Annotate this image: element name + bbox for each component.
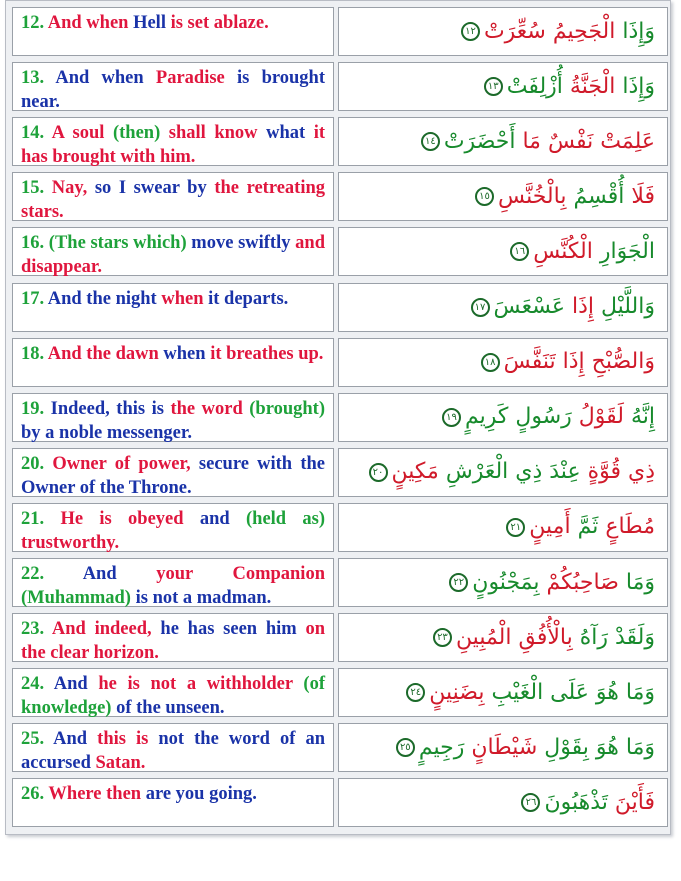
verse-row (12, 172, 668, 221)
arabic-word: نَفْسٌ (540, 128, 594, 154)
verse-row (12, 393, 668, 442)
translation-segment: a withholder (186, 674, 304, 695)
arabic-word: أُقْسِمُ (566, 183, 625, 209)
translation-segment: Where then (48, 784, 146, 805)
arabic-cell (338, 227, 668, 276)
arabic-word: عَلِمَتْ (593, 128, 655, 154)
translation-segment: trustworthy. (21, 532, 120, 553)
verse-row (12, 338, 668, 387)
arabic-word: ذِي قُوَّةٍ (580, 459, 655, 485)
ayah-number-icon: ١٥ (475, 187, 494, 206)
arabic-verse (475, 183, 655, 211)
verse-table (5, 0, 671, 835)
translation-segment: secure with the Owner of the Throne. (21, 453, 326, 498)
translation-segment: by a noble messenger. (21, 422, 192, 443)
english-translation (21, 617, 325, 665)
ayah-number-icon: ١٢ (461, 22, 480, 41)
arabic-word: وَمَا هُوَ (588, 679, 655, 705)
english-cell (12, 558, 334, 607)
translation-segment: (The stars which) (48, 233, 192, 254)
english-translation (21, 231, 325, 279)
translation-segment: (held as) (246, 508, 326, 529)
translation-segment: he is not (98, 674, 187, 695)
verse-row (12, 558, 668, 607)
translation-segment: when (161, 288, 209, 309)
english-cell (12, 172, 334, 221)
translation-segment: not the word of an accursed (21, 729, 325, 774)
translation-segment: 25. (21, 729, 54, 750)
arabic-word: وَلَقَدْ رَآهُ (572, 624, 655, 650)
translation-segment: are you going. (145, 784, 257, 805)
arabic-word: أَحْضَرَتْ (443, 128, 516, 154)
arabic-verse (521, 789, 655, 817)
translation-segment: And the dawn (47, 343, 164, 364)
arabic-word: مُطَاعٍ (598, 514, 655, 540)
translation-segment: what (266, 123, 314, 144)
translation-segment: (Muhammad) (21, 588, 136, 608)
translation-segment: is set ablaze. (170, 13, 269, 33)
arabic-word: سُعِّرَتْ (483, 18, 546, 44)
english-translation (21, 562, 325, 610)
arabic-verse (506, 513, 655, 541)
translation-segment: it has brought with him. (21, 123, 326, 168)
english-translation (21, 672, 325, 720)
arabic-word: ثَمَّ (570, 514, 599, 540)
arabic-verse (433, 624, 655, 652)
translation-segment: He is obeyed (60, 508, 200, 529)
arabic-verse (421, 128, 655, 156)
ayah-number-icon: ١٩ (442, 408, 461, 427)
arabic-word: إِنَّهُ (623, 404, 655, 430)
english-translation (21, 342, 325, 366)
arabic-verse (484, 73, 655, 101)
translation-segment: 24. (21, 674, 54, 695)
arabic-word: وَإِذَا (615, 18, 655, 44)
arabic-cell (338, 613, 668, 662)
arabic-cell (338, 338, 668, 387)
english-cell (12, 338, 334, 387)
arabic-word: بِقَوْلِ (537, 734, 589, 760)
translation-segment: 17. (21, 288, 48, 309)
arabic-verse (396, 734, 655, 762)
arabic-word: أَمِينٍ (529, 514, 571, 540)
arabic-cell (338, 117, 668, 166)
english-translation (21, 121, 325, 169)
translation-segment: 15. (21, 178, 52, 199)
verse-row (12, 668, 668, 717)
english-cell (12, 448, 334, 497)
ayah-number-icon: ١٦ (510, 242, 529, 261)
arabic-word: تَذْهَبُونَ (544, 789, 608, 815)
arabic-verse (461, 18, 655, 46)
translation-segment: Indeed, this is (50, 398, 171, 419)
translation-segment: so I swear by (94, 178, 215, 199)
translation-segment: And (53, 729, 98, 750)
arabic-word: الْكُنَّسِ (533, 238, 593, 264)
arabic-cell (338, 503, 668, 552)
translation-segment: is brought near. (21, 68, 325, 113)
translation-segment: is not a madman. (135, 588, 272, 608)
arabic-word: أُزْلِفَتْ (506, 73, 563, 99)
translation-segment: and disappear. (21, 233, 325, 278)
arabic-word: مَا (515, 128, 541, 154)
arabic-word: رَجِيمٍ (418, 734, 465, 760)
translation-segment: 16. (21, 233, 49, 254)
arabic-word: فَلَا (624, 183, 655, 209)
arabic-word: وَإِذَا (615, 73, 655, 99)
translation-segment: this is (97, 729, 159, 750)
english-cell (12, 393, 334, 442)
ayah-number-icon: ٢٤ (406, 683, 425, 702)
translation-segment: he has seen him (160, 619, 306, 640)
verse-row (12, 7, 668, 56)
translation-segment: Satan. (95, 753, 146, 774)
ayah-number-icon: ١٧ (471, 298, 490, 317)
arabic-cell (338, 7, 668, 56)
verse-row (12, 778, 668, 827)
translation-segment: of the unseen. (116, 698, 225, 719)
translation-segment: 14. (21, 123, 52, 144)
translation-segment: And (53, 674, 99, 695)
arabic-cell (338, 172, 668, 221)
translation-segment: it departs. (208, 288, 289, 309)
english-translation (21, 397, 325, 445)
arabic-word: عَسْعَسَ (493, 294, 565, 319)
arabic-cell (338, 283, 668, 332)
arabic-verse (442, 403, 655, 431)
ayah-number-icon: ٢١ (506, 518, 525, 537)
translation-segment: 22. (21, 564, 83, 584)
ayah-number-icon: ١٣ (484, 77, 503, 96)
arabic-word: بِمَجْنُونٍ (472, 569, 540, 595)
translation-segment: Hell (133, 13, 171, 33)
english-translation (21, 176, 325, 224)
translation-segment: (of knowledge) (21, 674, 325, 719)
translation-segment: 21. (21, 508, 61, 529)
arabic-word: رَسُولٍ (508, 404, 572, 430)
english-cell (12, 668, 334, 717)
arabic-verse (510, 238, 655, 266)
translation-segment: 23. (21, 619, 52, 640)
translation-segment: (then) (112, 123, 169, 144)
arabic-word: تَنَفَّسَ (503, 349, 556, 375)
arabic-cell (338, 778, 668, 827)
english-cell (12, 62, 334, 111)
ayah-number-icon: ٢٥ (396, 738, 415, 757)
verse-row (12, 227, 668, 276)
arabic-word: وَمَا (618, 569, 655, 595)
verse-row (12, 503, 668, 552)
english-translation (21, 452, 325, 500)
arabic-word: فَأَيْنَ (607, 789, 655, 815)
english-cell (12, 613, 334, 662)
translation-segment: Nay, (51, 178, 95, 199)
english-translation (21, 782, 325, 806)
arabic-cell (338, 448, 668, 497)
arabic-word: شَيْطَانٍ (464, 734, 538, 760)
arabic-word: الْجَوَارِ (592, 238, 655, 264)
arabic-cell (338, 668, 668, 717)
translation-segment: And the night (47, 288, 162, 309)
arabic-verse (369, 458, 655, 486)
arabic-word: بِالْخُنَّسِ (498, 183, 567, 209)
arabic-word: صَاحِبُكُمْ (539, 569, 619, 595)
english-cell (12, 227, 334, 276)
arabic-verse (449, 569, 655, 597)
ayah-number-icon: ٢٣ (433, 628, 452, 647)
arabic-verse (481, 348, 655, 376)
translation-segment: And when (55, 68, 156, 89)
english-cell (12, 283, 334, 332)
arabic-word: لَقَوْلُ (571, 404, 624, 430)
english-cell (12, 778, 334, 827)
arabic-cell (338, 62, 668, 111)
translation-segment: when (163, 343, 211, 364)
english-cell (12, 723, 334, 772)
arabic-cell (338, 558, 668, 607)
arabic-verse (406, 679, 655, 707)
translation-segment: (brought) (249, 398, 325, 419)
verse-row (12, 448, 668, 497)
ayah-number-icon: ١٤ (421, 132, 440, 151)
arabic-word: إِذَا (555, 349, 585, 375)
translation-segment: shall know (168, 123, 267, 144)
english-cell (12, 503, 334, 552)
english-translation (21, 66, 325, 114)
english-translation (21, 507, 325, 555)
arabic-word: وَاللَّيْلِ (593, 294, 655, 319)
translation-segment: 13. (21, 68, 56, 89)
english-translation (21, 287, 325, 311)
verse-row (12, 723, 668, 772)
translation-segment: 20. (21, 453, 53, 474)
arabic-word: وَالصُّبْحِ (584, 349, 655, 375)
translation-segment: Owner of power, (52, 453, 199, 474)
arabic-word: الْجَحِيمُ (545, 18, 616, 44)
arabic-cell (338, 723, 668, 772)
translation-segment: 12. (21, 13, 48, 33)
english-translation (21, 727, 325, 775)
arabic-word: الْجَنَّةُ (562, 73, 616, 99)
arabic-word: بِضَنِينٍ (429, 679, 485, 705)
ayah-number-icon: ٢٢ (449, 573, 468, 592)
arabic-word: عِنْدَ ذِي الْعَرْشِ (438, 459, 581, 485)
translation-segment: Paradise (155, 68, 237, 89)
translation-segment: And when (47, 13, 134, 33)
translation-segment: the retreating stars. (21, 178, 326, 223)
arabic-word: عَلَى الْغَيْبِ (484, 679, 589, 705)
arabic-word: بِالْأُفُقِ الْمُبِينِ (455, 624, 573, 650)
translation-segment: it breathes up. (210, 343, 324, 364)
english-cell (12, 7, 334, 56)
ayah-number-icon: ٢٠ (369, 463, 388, 482)
translation-segment: your Companion (156, 564, 325, 584)
translation-segment: And indeed, (51, 619, 161, 640)
arabic-word: وَمَا هُوَ (588, 734, 655, 760)
verse-row (12, 117, 668, 166)
translation-segment: 26. (21, 784, 49, 805)
verse-row (12, 613, 668, 662)
arabic-verse (471, 293, 655, 321)
translation-segment: 19. (21, 398, 51, 419)
translation-segment: And (82, 564, 157, 584)
verse-row (12, 62, 668, 111)
english-translation (21, 11, 325, 35)
ayah-number-icon: ٢٦ (521, 793, 540, 812)
arabic-word: كَرِيمٍ (464, 404, 509, 430)
translation-segment: and (199, 508, 246, 529)
arabic-cell (338, 393, 668, 442)
translation-segment: 18. (21, 343, 48, 364)
arabic-word: مَكِينٍ (391, 459, 439, 485)
translation-segment: move swiftly (191, 233, 296, 254)
verse-row (12, 283, 668, 332)
translation-segment: A soul (51, 123, 113, 144)
arabic-word: إِذَا (564, 294, 594, 319)
ayah-number-icon: ١٨ (481, 353, 500, 372)
translation-segment: the word (170, 398, 250, 419)
translation-segment: on the clear horizon. (21, 619, 325, 664)
english-cell (12, 117, 334, 166)
